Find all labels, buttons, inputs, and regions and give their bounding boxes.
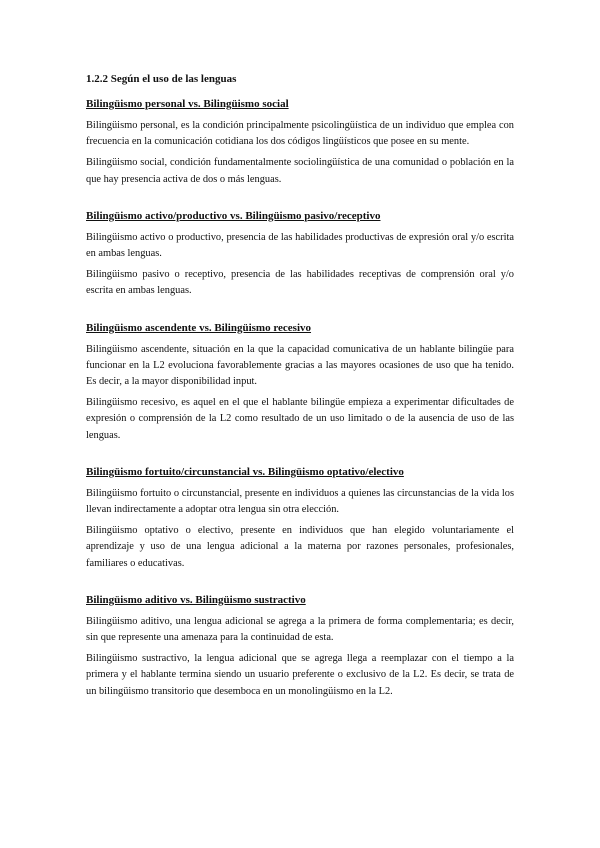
block-heading: Bilingüismo fortuito/circunstancial vs. Bilingüismo optativo/electivo [86, 465, 404, 478]
paragraph: Bilingüismo personal, es la condición principalmente psicolingüística de un individuo que emplea con frecuencia en la comunicación cotidiana los dos códigos lingüísticos que posee en su mente. [86, 120, 514, 148]
block-heading: Bilingüismo personal vs. Bilingüismo social [86, 98, 289, 110]
paragraph: Bilingüismo fortuito o circunstancial, presente en individuos a quienes las circunstancias de la vida los llevan indirectamente a adoptar otra lengua sin otra elección. [86, 487, 514, 516]
block-ascendente-recesivo [86, 321, 514, 444]
block-aditivo-sustractivo [86, 593, 514, 700]
section-title: 1.2.2 Según el uso de las lenguas [86, 73, 237, 85]
block-personal-social [86, 97, 514, 188]
block-activo-pasivo [86, 209, 514, 300]
block-fortuito-optativo [86, 465, 514, 572]
paragraph: Bilingüismo social, condición fundamentalmente sociolingüística de una comunidad o población en la que hay presencia activa de dos o más lenguas. [86, 157, 514, 185]
paragraph: Bilingüismo optativo o electivo, presente en individuos que han elegido voluntariamente el aprendizaje y uso de una lengua adicional a la materna por razones personales, profesionales, familiares o educativas. [86, 525, 514, 569]
paragraph: Bilingüismo activo o productivo, presencia de las habilidades productivas de expresión oral y/o escrita en ambas lenguas. [86, 231, 514, 260]
paragraph: Bilingüismo recesivo, es aquel en el que el hablante bilingüe empieza a experimentar dificultades de expresión o comprensión de la L2 como resultado de un uso limitado o de la ausencia de uso de las lenguas. [86, 397, 514, 441]
paragraph: Bilingüismo aditivo, una lengua adicional se agrega a la primera de forma complementaria; es decir, sin que represente una amenaza para la continuidad de esta. [86, 615, 514, 644]
paragraph: Bilingüismo pasivo o receptivo, presencia de las habilidades receptivas de comprensión oral y/o escrita en ambas lenguas. [86, 269, 514, 297]
block-heading: Bilingüismo aditivo vs. Bilingüismo sustractivo [86, 593, 306, 606]
block-heading: Bilingüismo ascendente vs. Bilingüismo recesivo [86, 321, 312, 334]
paragraph: Bilingüismo sustractivo, la lengua adicional que se agrega llega a reemplazar con el tiempo a la primera y el hablante termina siendo un usuario preferente o exclusivo de la L2. Es decir, se trata de un bilingüismo transitorio que desemboca en un monolingüismo en la L2. [86, 653, 514, 697]
paragraph: Bilingüismo ascendente, situación en la que la capacidad comunicativa de un hablante bilingüe para funcionar en la L2 evoluciona favorablemente gracias a las mayores ocasiones de uso que ha tenido. Es decir, a la mayor disponibilidad input. [86, 343, 514, 388]
block-heading: Bilingüismo activo/productivo vs. Bilingüismo pasivo/receptivo [86, 209, 381, 222]
